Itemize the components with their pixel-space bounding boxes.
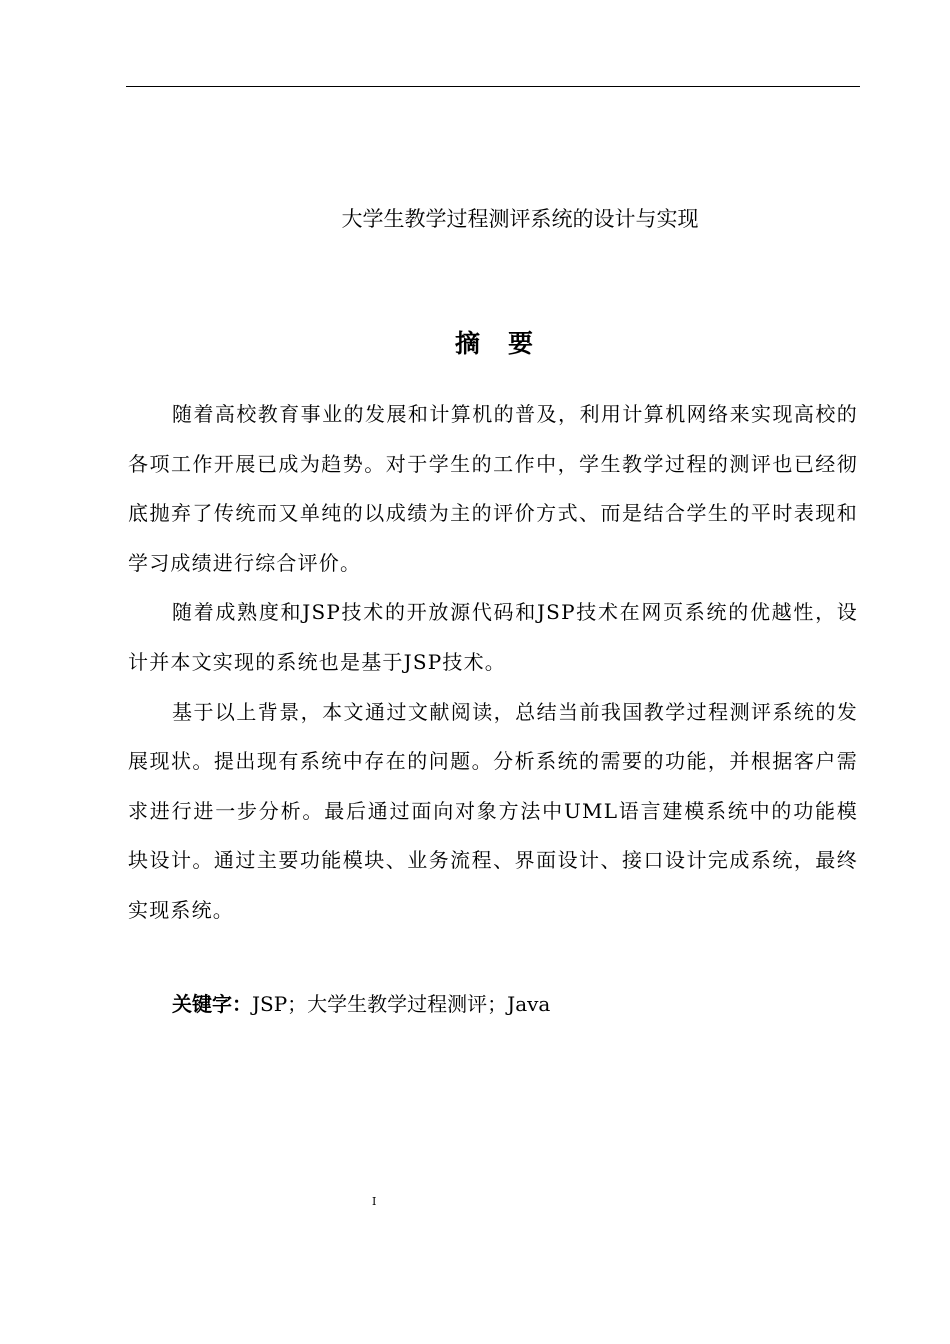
abstract-heading bbox=[0, 326, 950, 362]
abstract-body bbox=[128, 390, 858, 936]
abstract-paragraph-2: 随着成熟度和JSP技术的开放源代码和JSP技术在网页系统的优越性，设计并本文实现的系统也是基于JSP技术。 bbox=[128, 600, 858, 674]
keywords-value: JSP；大学生教学过程测评；Java bbox=[252, 992, 551, 1016]
document-title: 大学生教学过程测评系统的设计与实现 bbox=[341, 207, 699, 231]
abstract-heading-char-2: 要 bbox=[508, 329, 534, 358]
header-rule bbox=[126, 86, 860, 87]
keywords-label: 关键字： bbox=[172, 992, 252, 1016]
abstract-paragraph-1: 随着高校教育事业的发展和计算机的普及，利用计算机网络来实现高校的各项工作开展已成为趋势。对于学生的工作中，学生教学过程的测评也已经彻底抛弃了传统而又单纯的以成绩为主的评价方式、而是结合学生的平时表现和学习成绩进行综合评价。 bbox=[128, 402, 858, 575]
keywords-line bbox=[172, 987, 550, 1021]
abstract-paragraph-3: 基于以上背景，本文通过文献阅读，总结当前我国教学过程测评系统的发展现状。提出现有系统中存在的问题。分析系统的需要的功能，并根据客户需求进行进一步分析。最后通过面向对象方法中UML语言建模系统中的功能模块设计。通过主要功能模块、业务流程、界面设计、接口设计完成系统，最终实现系统。 bbox=[128, 699, 858, 922]
page-number: I bbox=[372, 1195, 377, 1208]
abstract-heading-char-1: 摘 bbox=[454, 329, 480, 358]
